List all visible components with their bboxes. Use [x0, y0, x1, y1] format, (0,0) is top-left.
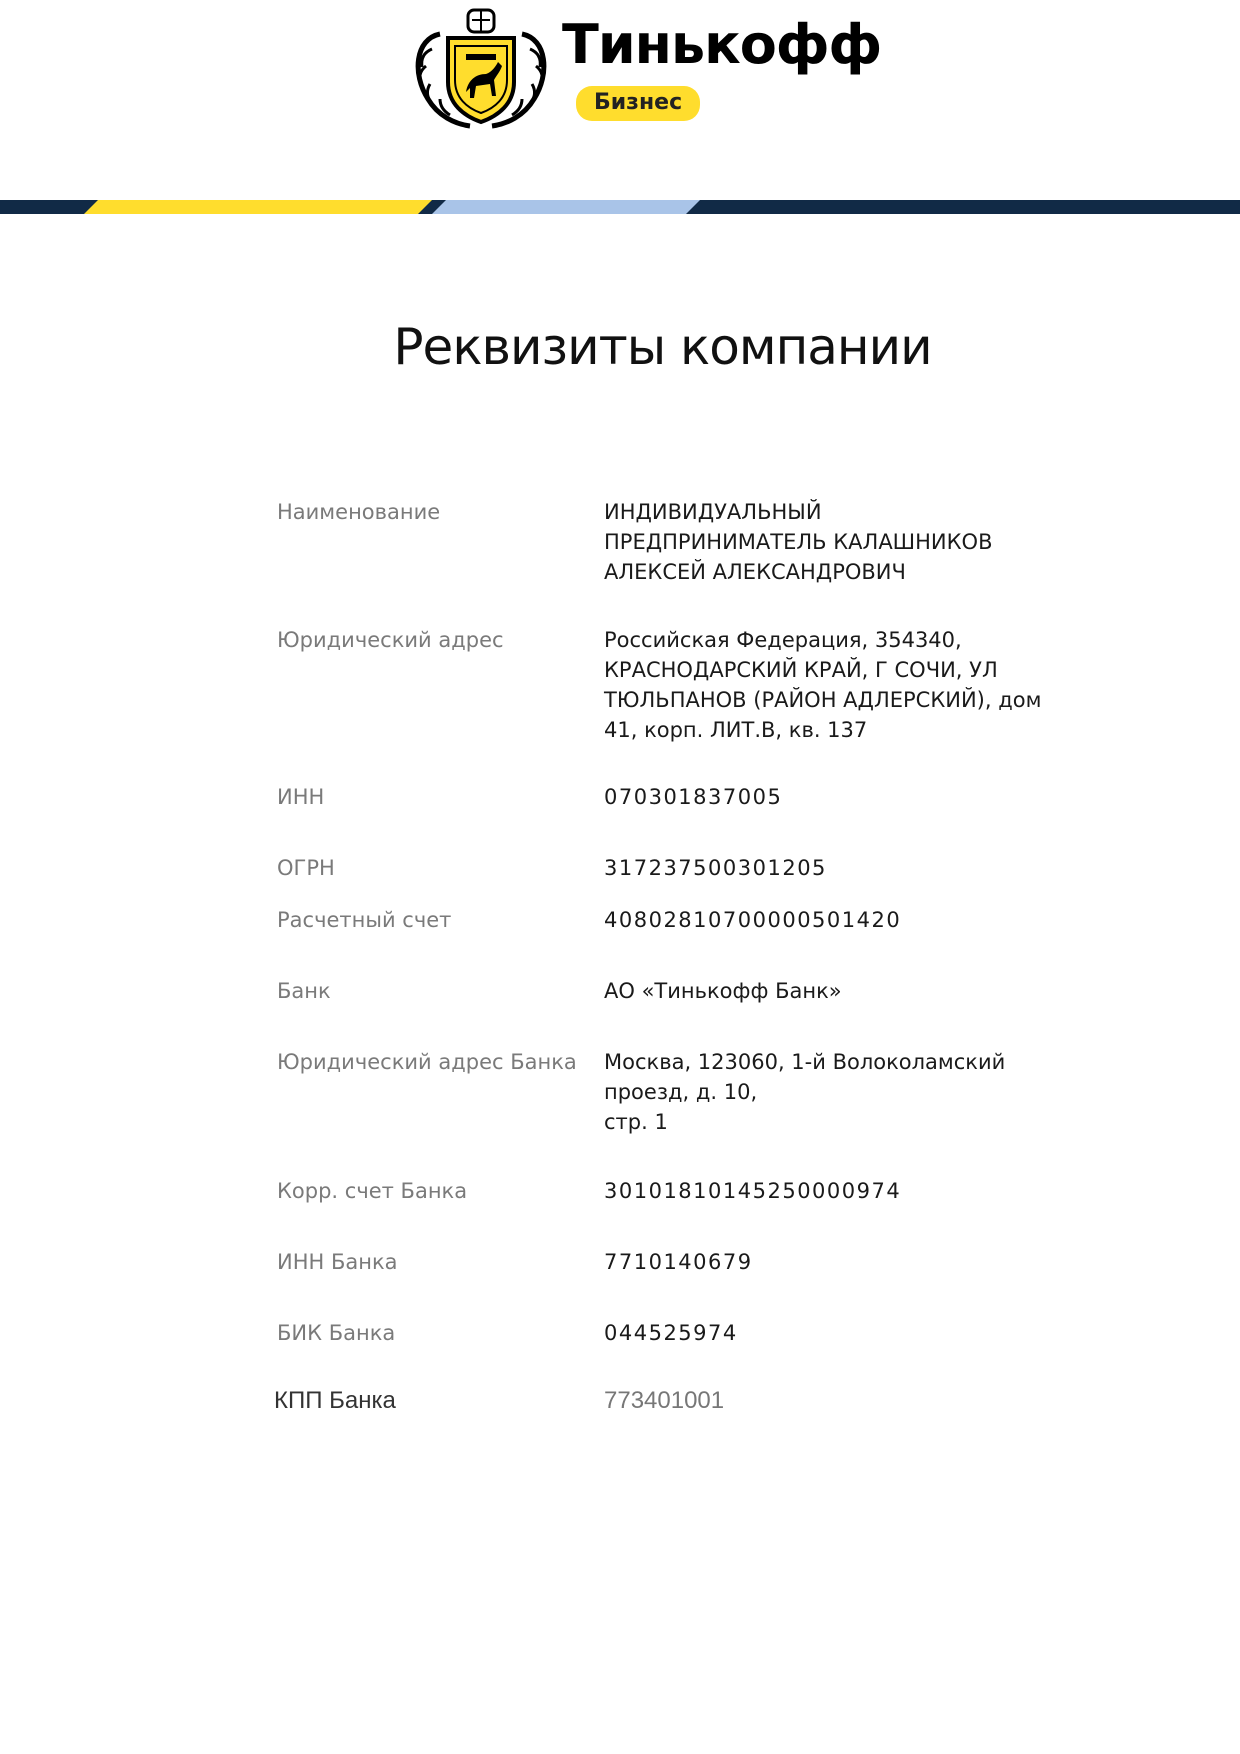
requisite-value	[604, 782, 1044, 812]
requisite-label: КПП Банка	[274, 1387, 396, 1414]
coat-of-arms-emblem-icon	[410, 4, 552, 132]
requisite-value-line: АО «Тинькофф Банк»	[604, 979, 842, 1003]
requisite-label: Наименование	[277, 500, 441, 524]
requisite-value-line: 773401001	[604, 1387, 725, 1414]
requisite-value-line: ИНДИВИДУАЛЬНЫЙ	[604, 500, 822, 524]
requisite-value-line: проезд, д. 10,	[604, 1080, 758, 1104]
requisite-value-line: Российская Федерация, 354340,	[604, 628, 962, 652]
requisite-value-line: АЛЕКСЕЙ АЛЕКСАНДРОВИЧ	[604, 560, 906, 584]
requisite-value	[604, 1247, 1044, 1277]
requisite-value	[604, 1047, 1044, 1137]
requisite-value	[604, 1386, 724, 1416]
requisite-label: БИК Банка	[277, 1321, 396, 1345]
requisite-value-line: 317237500301205	[604, 856, 827, 880]
requisite-value	[604, 853, 1044, 883]
requisite-label: ОГРН	[277, 856, 335, 880]
requisite-label: Расчетный счет	[277, 908, 452, 932]
requisite-value-line: 7710140679	[604, 1250, 753, 1274]
requisite-value	[604, 1318, 1044, 1348]
requisite-value-line: стр. 1	[604, 1110, 668, 1134]
requisite-value-line: 41, корп. ЛИТ.В, кв. 137	[604, 718, 868, 742]
requisite-value-line: КРАСНОДАРСКИЙ КРАЙ, Г СОЧИ, УЛ	[604, 658, 998, 682]
brand-stripe	[0, 200, 1240, 214]
requisite-label: Юридический адрес	[277, 628, 504, 652]
requisite-value	[604, 497, 1044, 587]
brand-name: Тинькофф	[562, 13, 882, 76]
requisite-value	[604, 905, 1044, 935]
requisite-value-line: ТЮЛЬПАНОВ (РАЙОН АДЛЕРСКИЙ), дом	[604, 688, 1042, 712]
requisite-label: Корр. счет Банка	[277, 1179, 468, 1203]
requisite-value-line: 070301837005	[604, 785, 783, 809]
requisite-value-line: Москва, 123060, 1-й Волоколамский	[604, 1050, 1006, 1074]
requisite-value-line: ПРЕДПРИНИМАТЕЛЬ КАЛАШНИКОВ	[604, 530, 993, 554]
requisite-label: ИНН	[277, 785, 325, 809]
requisite-value-line: 30101810145250000974	[604, 1179, 902, 1203]
page-title: Реквизиты компании	[393, 318, 932, 376]
requisite-value-line: 40802810700000501420	[604, 908, 902, 932]
requisite-value	[604, 976, 1044, 1006]
requisite-value	[604, 1176, 1044, 1206]
brand-badge: Бизнес	[576, 86, 700, 121]
requisite-label: Юридический адрес Банка	[277, 1050, 577, 1074]
requisite-label: ИНН Банка	[277, 1250, 398, 1274]
requisite-label: Банк	[277, 979, 331, 1003]
requisite-value-line: 044525974	[604, 1321, 738, 1345]
requisite-value	[604, 625, 1044, 745]
tinkoff-business-logo	[410, 4, 882, 134]
